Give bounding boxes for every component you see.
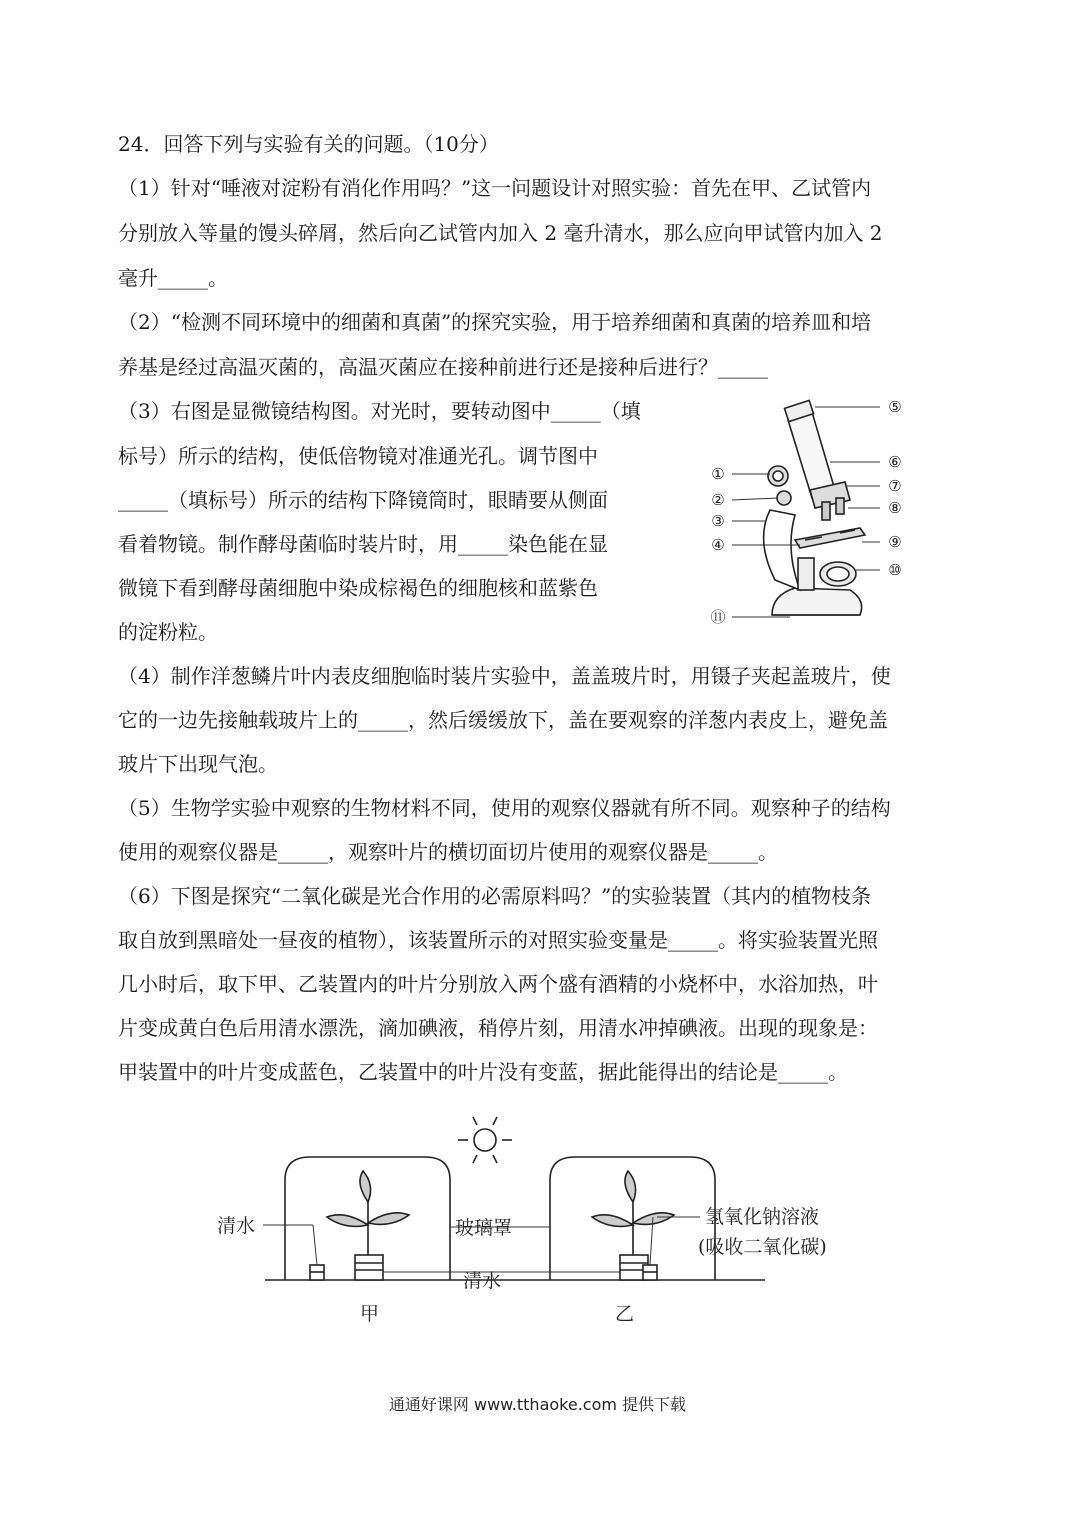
q2-line-2: 养基是经过高温灭菌的，高温灭菌应在接种前进行还是接种后进行？_____ xyxy=(118,355,768,379)
q4-line-1: （4）制作洋葱鳞片叶内表皮细胞临时装片实验中，盖盖玻片时，用镊子夹起盖玻片，使 xyxy=(118,664,891,688)
label-water-left: 清水 xyxy=(217,1215,256,1237)
microscope-label-3: ③ xyxy=(711,512,725,530)
q3-line-1: （3）右图是显微镜结构图。对光时，要转动图中_____（填 xyxy=(118,399,641,423)
q6-line-2: 取自放到黑暗处一昼夜的植物），该装置所示的对照实验变量是_____。将实验装置光照 xyxy=(118,928,878,952)
label-yi: 乙 xyxy=(615,1303,635,1325)
q6-line-1: （6）下图是探究“二氧化碳是光合作用的必需原料吗？”的实验装置（其内的植物枝条 xyxy=(118,884,872,908)
q6-line-5: 甲装置中的叶片变成蓝色，乙装置中的叶片没有变蓝，据此能得出的结论是_____。 xyxy=(118,1060,848,1084)
footer-credit: 通通好课网 www.tthaoke.com 提供下载 xyxy=(388,1395,687,1414)
q3-line-6: 的淀粉粒。 xyxy=(118,620,218,644)
q3-line-4: 看着物镜。制作酵母菌临时装片时，用_____染色能在显 xyxy=(118,532,608,556)
q4-line-3: 玻片下出现气泡。 xyxy=(118,752,278,776)
q1-line-1: （1）针对“唾液对淀粉有消化作用吗？”这一问题设计对照实验：首先在甲、乙试管内 xyxy=(118,176,872,200)
q1-line-2: 分别放入等量的馒头碎屑，然后向乙试管内加入 2 毫升清水，那么应向甲试管内加入 2 xyxy=(118,221,883,245)
apparatus-diagram xyxy=(205,1105,885,1345)
q5-line-2: 使用的观察仪器是_____，观察叶片的横切面切片使用的观察仪器是_____。 xyxy=(118,840,778,864)
q1-line-3: 毫升_____。 xyxy=(118,266,228,290)
microscope-label-9: ⑨ xyxy=(888,533,902,551)
microscope-label-7: ⑦ xyxy=(888,477,902,495)
q3-line-5: 微镜下看到酵母菌细胞中染成棕褐色的细胞核和蓝紫色 xyxy=(118,576,598,600)
microscope-label-11: ⑪ xyxy=(710,608,726,626)
q5-line-1: （5）生物学实验中观察的生物材料不同，使用的观察仪器就有所不同。观察种子的结构 xyxy=(118,796,891,820)
microscope-label-8: ⑧ xyxy=(888,499,902,517)
sun-icon xyxy=(458,1117,512,1163)
q6-line-4: 片变成黄白色后用清水漂洗，滴加碘液，稍停片刻，用清水冲掉碘液。出现的现象是： xyxy=(118,1016,878,1040)
microscope-label-5: ⑤ xyxy=(888,398,902,416)
question-title: 24．回答下列与实验有关的问题。（10分） xyxy=(118,132,499,156)
q2-line-1: （2）“检测不同环境中的细菌和真菌”的探究实验，用于培养细菌和真菌的培养皿和培 xyxy=(118,310,872,334)
microscope-label-6: ⑥ xyxy=(888,453,902,471)
label-jia: 甲 xyxy=(360,1303,380,1325)
microscope-label-2: ② xyxy=(711,491,725,509)
q6-line-3: 几小时后，取下甲、乙装置内的叶片分别放入两个盛有酒精的小烧杯中，水浴加热，叶 xyxy=(118,972,878,996)
label-water-middle: 清水 xyxy=(463,1270,502,1292)
label-glass-cover: 玻璃罩 xyxy=(455,1217,513,1239)
label-naoh: 氢氧化钠溶液 xyxy=(705,1206,820,1228)
microscope-label-10: ⑩ xyxy=(888,561,902,579)
microscope-label-1: ① xyxy=(711,465,725,483)
q3-line-2: 标号）所示的结构，使低倍物镜对准通光孔。调节图中 xyxy=(118,444,598,468)
microscope-label-4: ④ xyxy=(711,536,725,554)
q4-line-2: 它的一边先接触载玻片上的_____，然后缓缓放下，盖在要观察的洋葱内表皮上，避免盖 xyxy=(118,708,888,732)
microscope-diagram xyxy=(700,390,940,640)
label-naoh-note: (吸收二氧化碳) xyxy=(698,1236,827,1258)
q3-line-3: _____（填标号）所示的结构下降镜筒时，眼睛要从侧面 xyxy=(118,488,608,512)
